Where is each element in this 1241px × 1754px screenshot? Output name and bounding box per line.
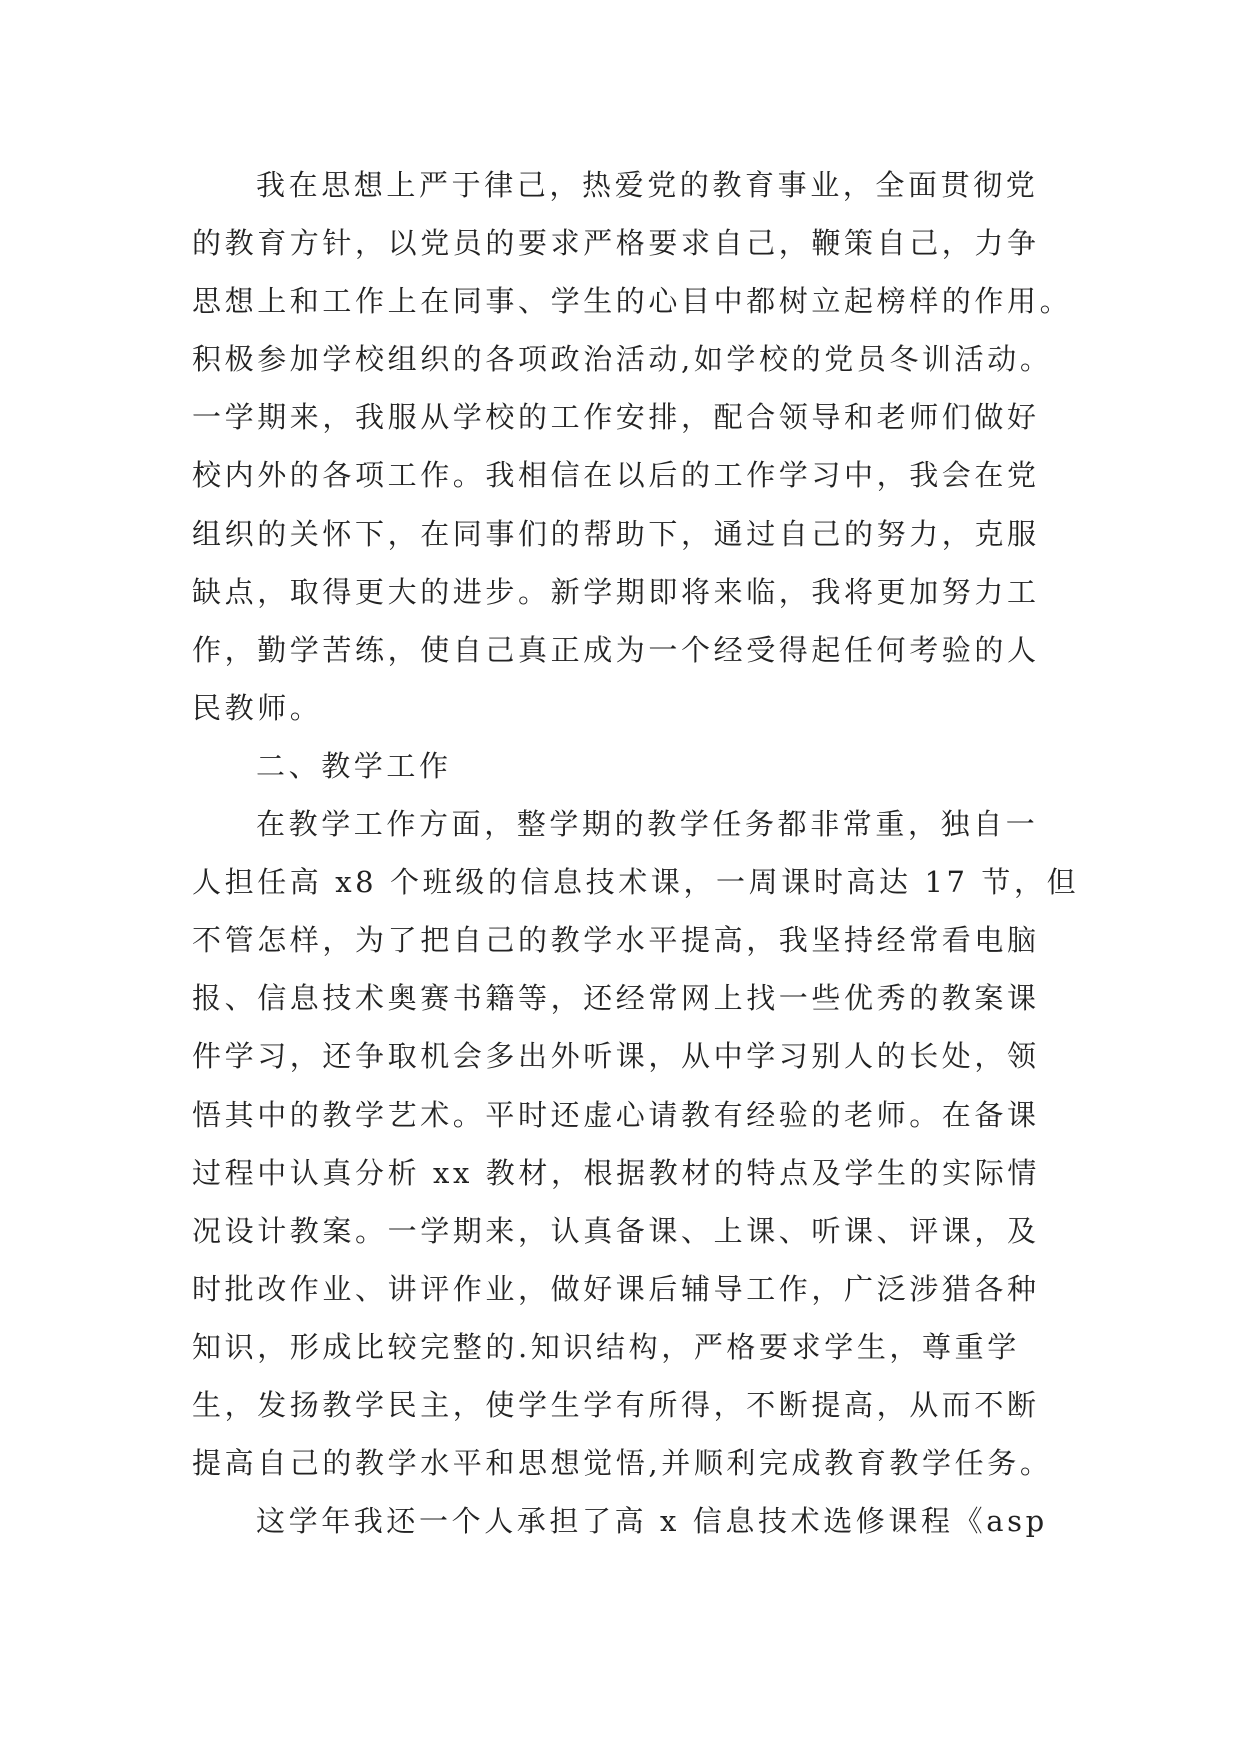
text-line: 况设计教案。一学期来，认真备课、上课、听课、评课，及 bbox=[192, 1213, 1040, 1248]
text-line: 悟其中的教学艺术。平时还虚心请教有经验的老师。在备课 bbox=[192, 1097, 1040, 1132]
section-heading: 二、教学工作 bbox=[256, 748, 452, 783]
text-line: 校内外的各项工作。我相信在以后的工作学习中，我会在党 bbox=[192, 458, 1040, 493]
text-line: 积极参加学校组织的各项政治活动,如学校的党员冬训活动。 bbox=[192, 342, 1053, 377]
text-line: 民教师。 bbox=[192, 690, 323, 725]
text-line: 组织的关怀下，在同事们的帮助下，通过自己的努力，克服 bbox=[192, 516, 1040, 551]
text-line: 不管怎样，为了把自己的教学水平提高，我坚持经常看电脑 bbox=[192, 923, 1040, 958]
text-line: 这学年我还一个人承担了高 x 信息技术选修课程《asp bbox=[256, 1504, 1048, 1539]
text-line: 生，发扬教学民主，使学生学有所得，不断提高，从而不断 bbox=[192, 1387, 1040, 1422]
text-line: 报、信息技术奥赛书籍等，还经常网上找一些优秀的教案课 bbox=[192, 981, 1040, 1016]
text-line: 一学期来，我服从学校的工作安排，配合领导和老师们做好 bbox=[192, 400, 1040, 435]
text-line: 的教育方针，以党员的要求严格要求自己，鞭策自己，力争 bbox=[192, 226, 1040, 261]
text-line: 我在思想上严于律己，热爱党的教育事业，全面贯彻党 bbox=[256, 168, 1039, 202]
text-line: 在教学工作方面，整学期的教学任务都非常重，独自一 bbox=[256, 807, 1039, 842]
text-line: 提高自己的教学水平和思想觉悟,并顺利完成教育教学任务。 bbox=[192, 1446, 1053, 1481]
text-line: 人担任高 x8 个班级的信息技术课，一周课时高达 17 节，但 bbox=[192, 865, 1080, 900]
text-line: 思想上和工作上在同事、学生的心目中都树立起榜样的作用。 bbox=[192, 284, 1073, 319]
text-line: 知识，形成比较完整的.知识结构，严格要求学生，尊重学 bbox=[192, 1329, 1020, 1364]
text-line: 件学习，还争取机会多出外听课，从中学习别人的长处，领 bbox=[192, 1039, 1040, 1074]
text-line: 时批改作业、讲评作业，做好课后辅导工作，广泛涉猎各种 bbox=[192, 1271, 1040, 1306]
text-line: 作，勤学苦练，使自己真正成为一个经受得起任何考验的人 bbox=[192, 632, 1040, 667]
document-body bbox=[192, 156, 1082, 1550]
text-line: 过程中认真分析 xx 教材，根据教材的特点及学生的实际情 bbox=[192, 1155, 1040, 1190]
text-line: 缺点，取得更大的进步。新学期即将来临，我将更加努力工 bbox=[192, 574, 1040, 609]
